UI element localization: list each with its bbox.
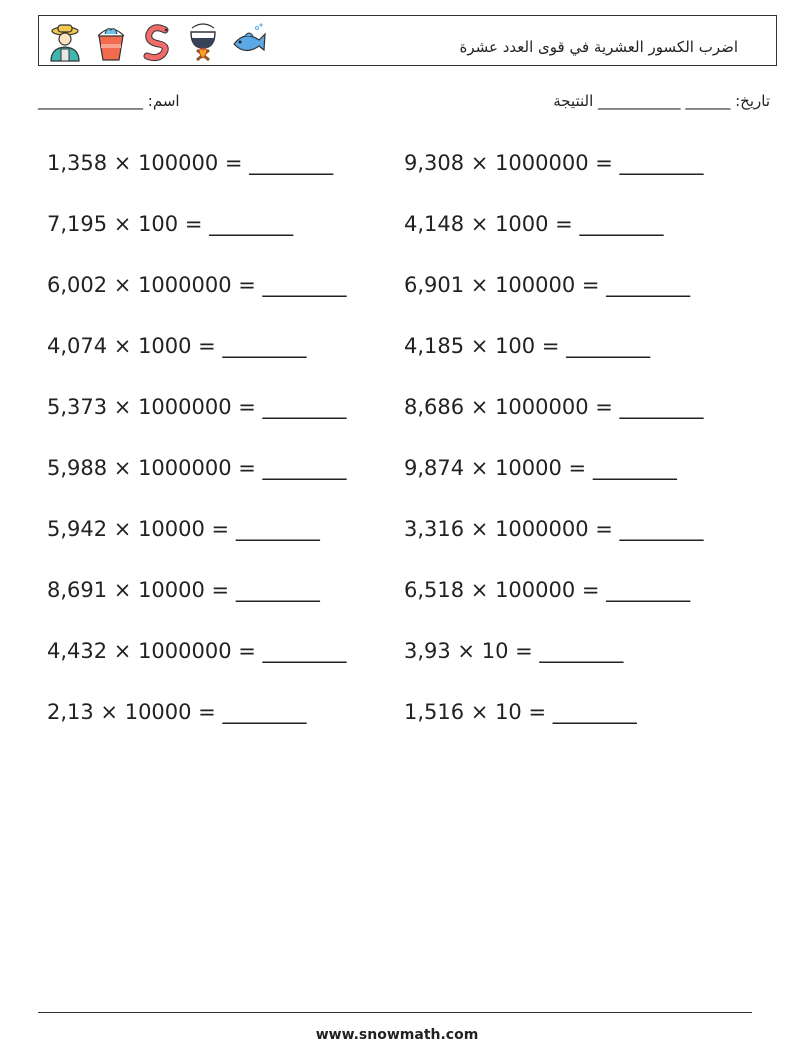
score-blank: ___________: [598, 92, 681, 110]
worksheet-header: [38, 15, 777, 66]
date-score-field: [553, 92, 770, 110]
problem-row: [47, 570, 747, 631]
name-label: اسم:: [147, 92, 180, 110]
problem-item: 4,148 × 1000 = ________: [404, 212, 664, 236]
problem-item: 9,874 × 10000 = ________: [404, 456, 677, 480]
problem-row: [47, 143, 747, 204]
problem-item: 6,901 × 100000 = ________: [404, 273, 691, 297]
score-label: النتيجة: [553, 92, 594, 110]
problem-row: [47, 326, 747, 387]
footer-url: www.snowmath.com: [315, 1027, 479, 1043]
problem-item: 2,13 × 10000 = ________: [47, 700, 307, 724]
problem-item: 4,185 × 100 = ________: [404, 334, 651, 358]
problem-item: 4,074 × 1000 = ________: [47, 334, 307, 358]
problem-row: [47, 509, 747, 570]
name-blank: ______________: [38, 92, 143, 110]
problem-item: 5,988 × 1000000 = ________: [47, 456, 347, 480]
bucket-icon: [93, 22, 129, 62]
problem-item: 4,432 × 1000000 = ________: [47, 639, 347, 663]
problem-row: [47, 448, 747, 509]
problem-row: [47, 387, 747, 448]
problem-item: 3,93 × 10 = ________: [404, 639, 624, 663]
problem-item: 9,308 × 1000000 = ________: [404, 151, 704, 175]
date-label: تاريخ:: [735, 92, 770, 110]
problem-item: 3,316 × 1000000 = ________: [404, 517, 704, 541]
problem-item: 8,686 × 1000000 = ________: [404, 395, 704, 419]
problem-row: [47, 631, 747, 692]
worm-icon: [139, 22, 175, 62]
header-icons: [47, 21, 267, 63]
date-blank: ______: [685, 92, 731, 110]
fish-icon: [231, 22, 267, 62]
problem-row: [47, 692, 747, 753]
problem-item: 5,373 × 1000000 = ________: [47, 395, 347, 419]
problem-grid: [47, 143, 747, 753]
problem-row: [47, 265, 747, 326]
problem-item: 6,518 × 100000 = ________: [404, 578, 691, 602]
problem-item: 5,942 × 10000 = ________: [47, 517, 320, 541]
problem-row: [47, 204, 747, 265]
problem-item: 8,691 × 10000 = ________: [47, 578, 320, 602]
worksheet-title: اضرب الكسور العشرية في قوى العدد عشرة: [459, 38, 738, 56]
problem-item: 6,002 × 1000000 = ________: [47, 273, 347, 297]
problem-item: 1,358 × 100000 = ________: [47, 151, 334, 175]
name-field: [38, 92, 180, 110]
problem-item: 7,195 × 100 = ________: [47, 212, 294, 236]
campfire-pot-icon: [185, 22, 221, 62]
problem-item: 1,516 × 10 = ________: [404, 700, 637, 724]
farmer-icon: [47, 22, 83, 62]
footer-divider: [38, 1012, 752, 1013]
